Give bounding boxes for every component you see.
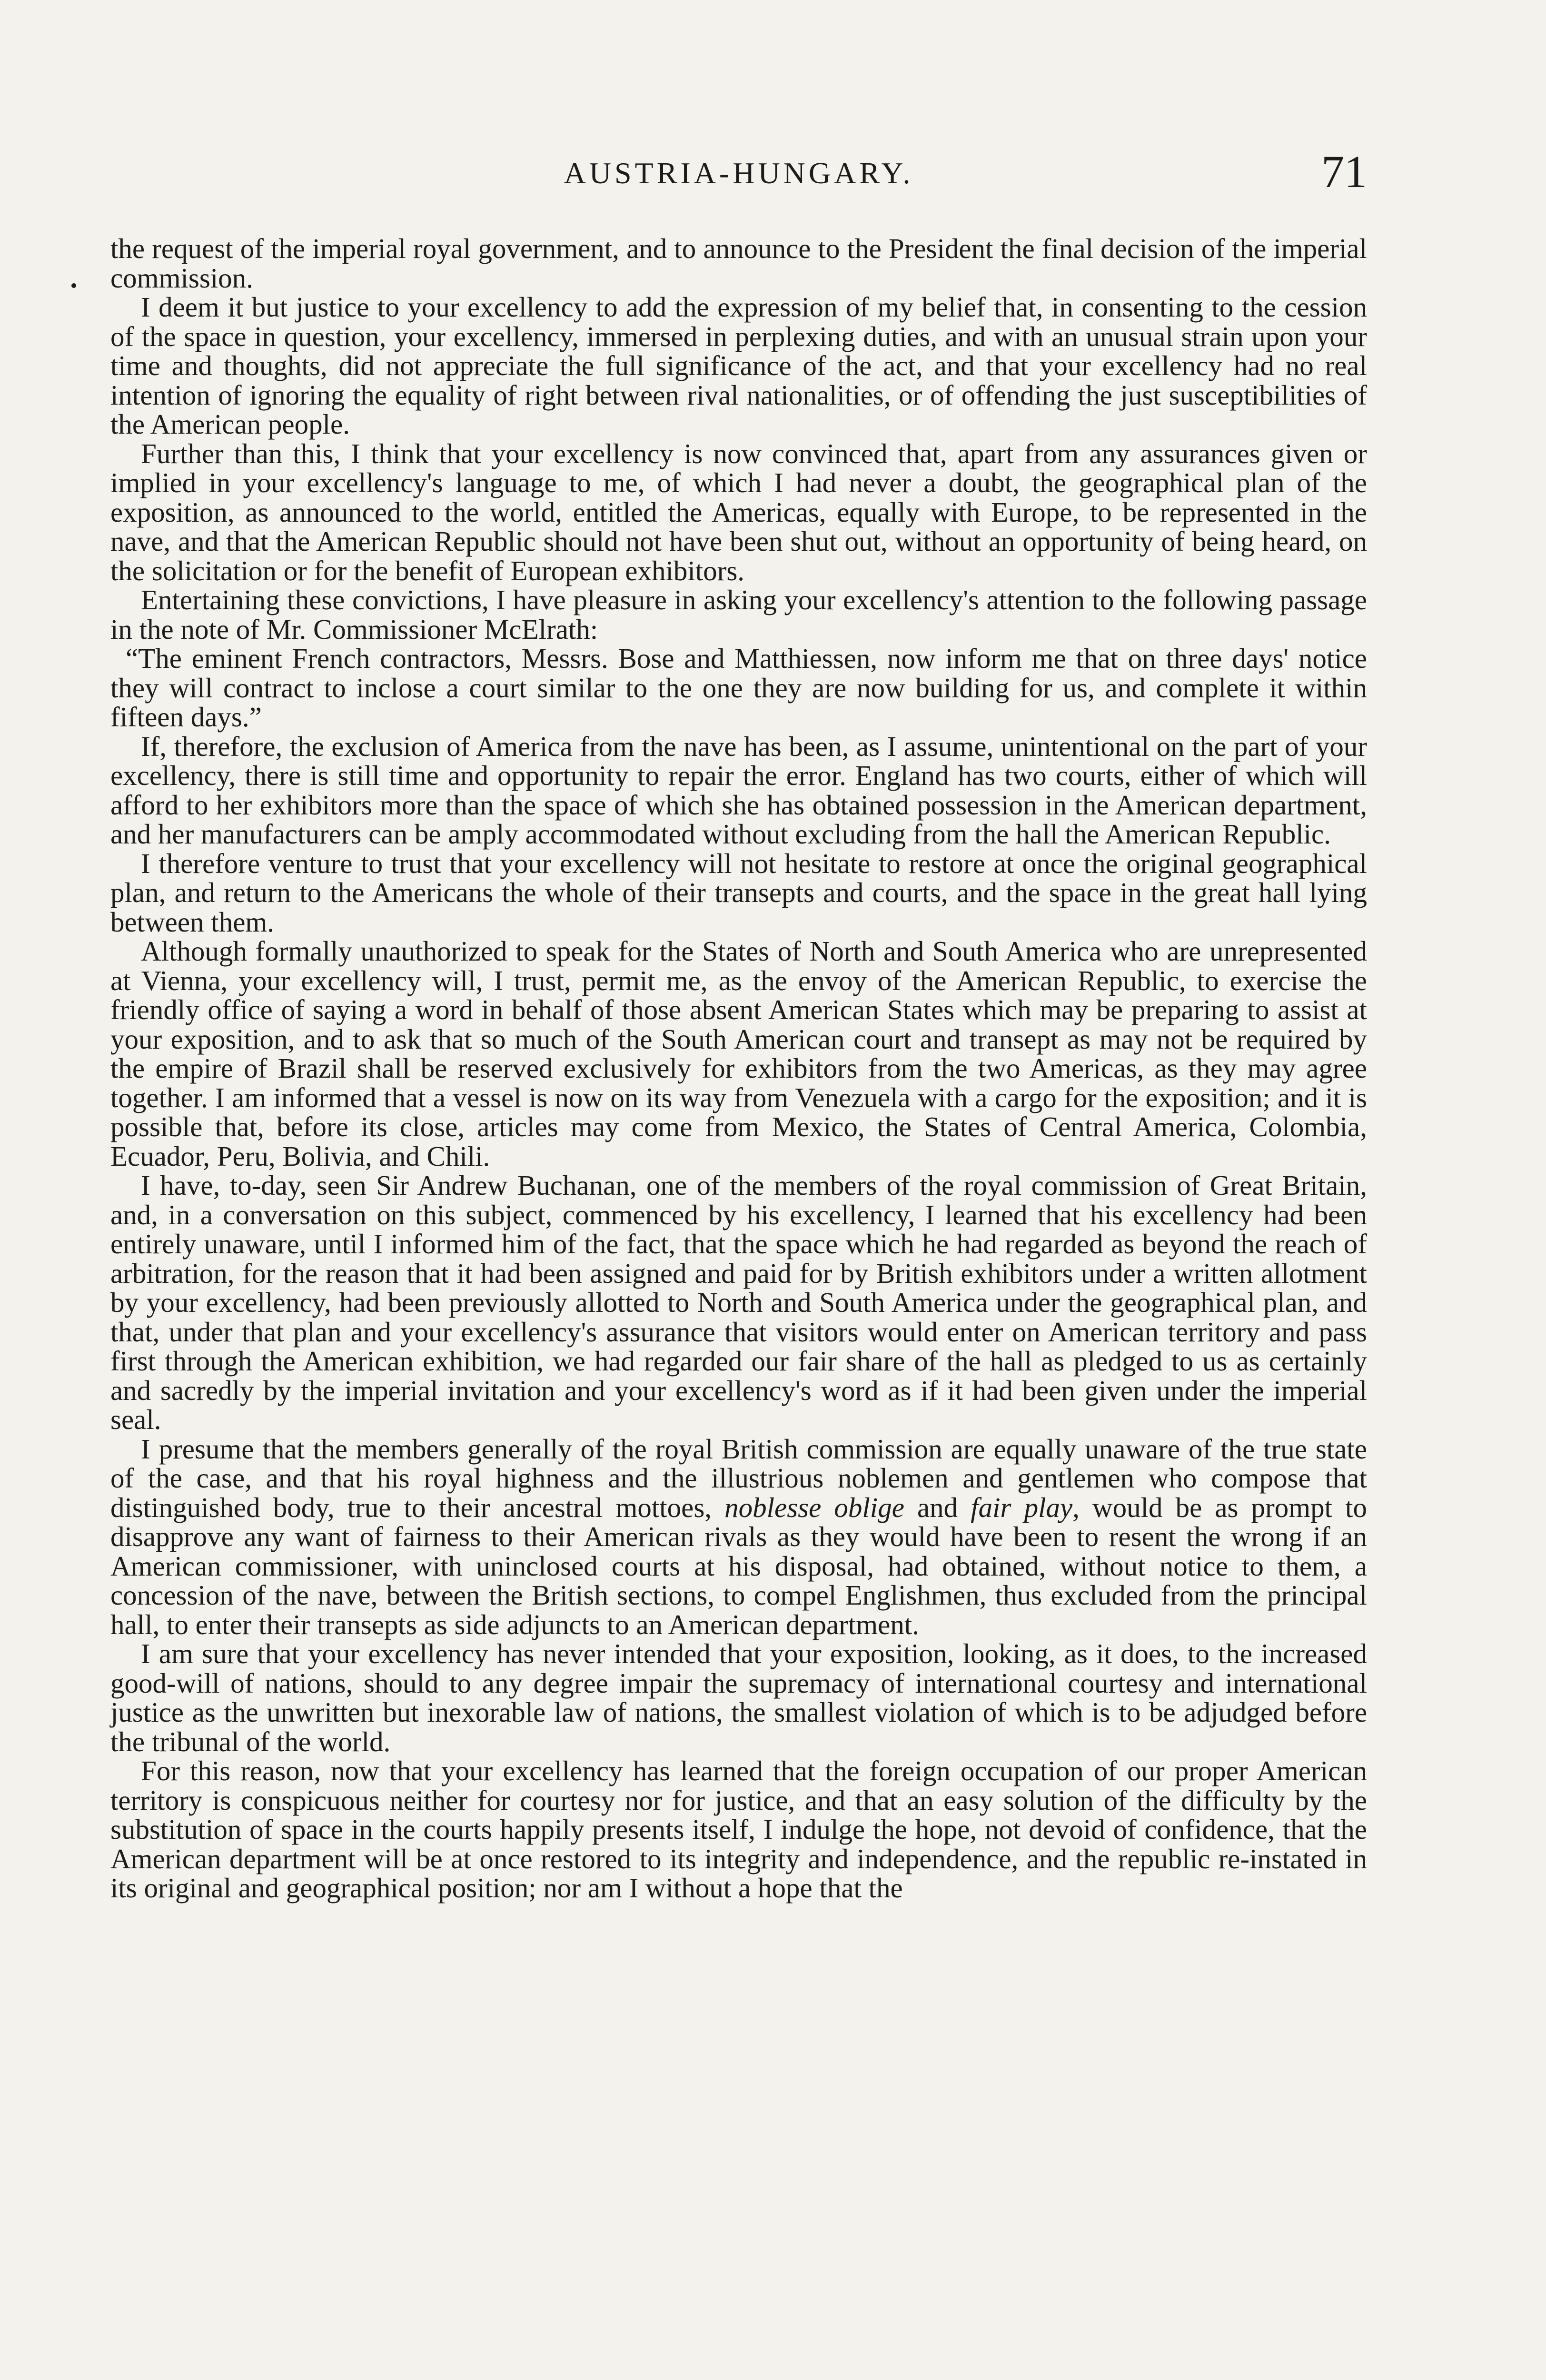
paragraph-belief: I deem it but justice to your excellency to add the expression of my belief that, in consenting to the cession of the space in question, your excellency, immersed in perplexing duties, and with an unusual strain upon your time and thoughts, did not appreciate the full significance of the act, and that your excellency had no real intention of ignoring the equality of right between rival nationalities, or of offending the just susceptibilities of the American people.	[110, 291, 1367, 440]
paragraph-text-segment: and	[904, 1491, 971, 1523]
paragraph-quoted-note: “The eminent French contractors, Messrs. Bose and Matthiessen, now inform me that on three days' notice they will contract to inclose a court similar to the one they are now building for us, and complete it within fifteen days.”	[110, 643, 1367, 733]
motto-noblesse-oblige: noblesse oblige	[724, 1491, 904, 1523]
paragraph-buchanan: I have, to-day, seen Sir Andrew Buchanan, one of the members of the royal commission of Great Britain, and, in a conversation on this subject, commenced by his excellency, I learned that his excellency had been entirely unaware, until I informed him of the fact, that the space which he had regarded as beyond the reach of arbitration, for the reason that it had been assigned and paid for by British exhibitors under a written allotment by your excellency, had been previously allotted to North and South America under the geographical plan, and that, under that plan and your excellency's assurance that visitors would enter on American territory and pass first through the American exhibition, we had regarded our fair share of the hall as pledged to us as certainly and sacredly by the imperial invitation and your excellency's word as if it had been given under the imperial seal.	[110, 1170, 1367, 1435]
motto-fair-play: fair play	[971, 1491, 1073, 1523]
paragraph-continuation: the request of the imperial royal government, and to announce to the President the final decision of the imperial commission.	[110, 233, 1367, 294]
paragraph-repair-error: If, therefore, the exclusion of America from the nave has been, as I assume, unintentional on the part of your excellency, there is still time and opportunity to repair the error. England has two courts, either of which will afford to her exhibitors more than the space of which she has obtained possession in the American department, and her manufacturers can be amply accommodated without excluding from the hall the American Republic.	[110, 730, 1367, 850]
page-header	[110, 146, 1367, 203]
paragraph-restore-plan: I therefore venture to trust that your excellency will not hesitate to restore at once the original geographical plan, and return to the Americans the whole of their transepts and courts, and the space in the great hall lying between them.	[110, 847, 1367, 938]
paragraph-restoration-hope: For this reason, now that your excellency has learned that the foreign occupation of our proper American territory is conspicuous neither for courtesy nor for justice, and that an easy solution of the difficulty by the substitution of space in the courts happily presents itself, I indulge the hope, not devoid of confidence, that the American department will be at once restored to its integrity and independence, and the republic re-instated in its original and geographical position; nor am I without a hope that the	[110, 1755, 1367, 1904]
paragraph-british-commission	[110, 1435, 1367, 1640]
running-title: AUSTRIA-HUNGARY.	[564, 156, 914, 190]
paragraph-international-courtesy: I am sure that your excellency has never intended that your exposition, looking, as it does, to the increased good-will of nations, should to any degree impair the supremacy of international courtesy and international justice as the unwritten but inexorable law of nations, the smallest violation of which is to be adjudged before the tribunal of the world.	[110, 1638, 1367, 1757]
page-number: 71	[1321, 146, 1367, 197]
paragraph-text-segment: , would be as prompt to disapprove any want of fairness to their American rivals as they would have been to resent the wrong if an American commissioner, with uninclosed courts at his disposal, had obtained, without notice to them, a concession of the nave, between the British sections, to compel Englishmen, thus excluded from the principal hall, to enter their transepts as side adjuncts to an American department.	[110, 1491, 1367, 1640]
body-text	[110, 234, 1367, 1903]
paragraph-absent-states: Although formally unauthorized to speak for the States of North and South America who are unrepresented at Vienna, your excellency will, I trust, permit me, as the envoy of the American Republic, to exercise the friendly office of saying a word in behalf of those absent American States which may be preparing to assist at your exposition, and to ask that so much of the South American court and transept as may not be required by the empire of Brazil shall be reserved exclusively for exhibitors from the two Americas, as they may agree together. I am informed that a vessel is now on its way from Venezuela with a cargo for the exposition; and it is possible that, before its close, articles may come from Mexico, the States of Central America, Colombia, Ecuador, Peru, Bolivia, and Chili.	[110, 935, 1367, 1172]
paragraph-text-segment: I presume that the members generally of the royal British commission are equally unaware of the true state of the case, and that his royal highness and the illustrious noblemen and gentlemen who compose that distinguished body, true to their ancestral mottoes,	[110, 1433, 1367, 1523]
paragraph-geographical-plan: Further than this, I think that your excellency is now convinced that, apart from any assurances given or implied in your excellency's language to me, of which I had never a doubt, the geographical plan of the exposition, as announced to the world, entitled the Americas, equally with Europe, to be represented in the nave, and that the American Republic should not have been shut out, without an opportunity of being heard, on the solicitation or for the benefit of European exhibitors.	[110, 437, 1367, 586]
margin-dot-mark	[71, 283, 76, 288]
paragraph-attention: Entertaining these convictions, I have pleasure in asking your excellency's attention to the following passage in the note of Mr. Commissioner McElrath:	[110, 584, 1367, 645]
